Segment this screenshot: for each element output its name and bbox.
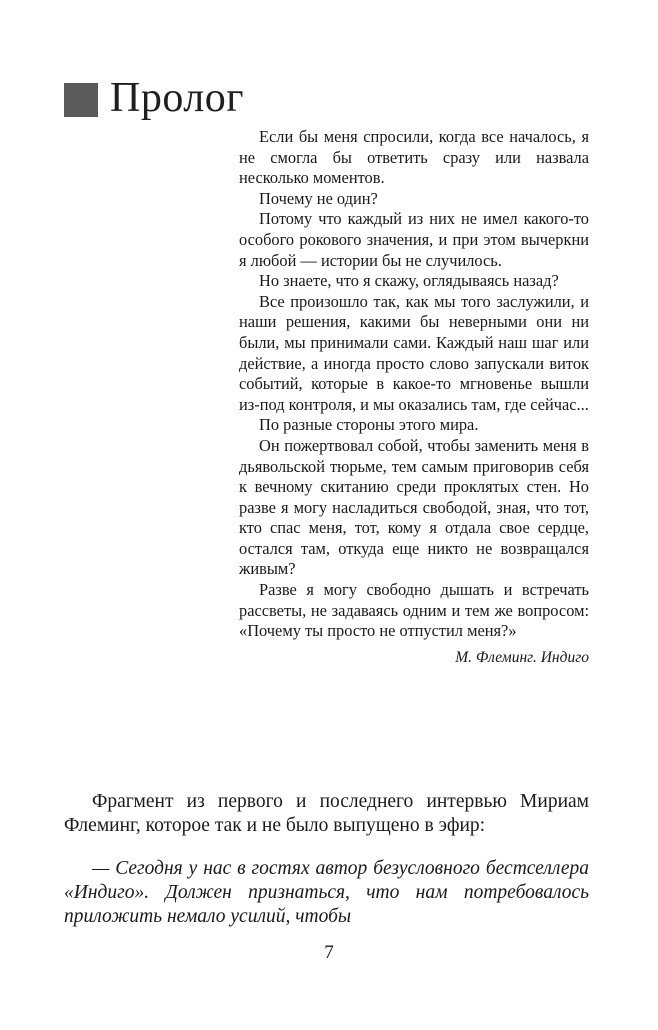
epigraph-attribution: М. Флеминг. Индиго — [455, 648, 589, 666]
chapter-title: Пролог — [110, 75, 244, 121]
epigraph-paragraph: Почему не один? — [259, 188, 378, 208]
chapter-square-marker — [64, 83, 98, 117]
epigraph-paragraph: Потому что каждый из них не имел какого-то особого рокового значения, и при этом вычеркни я любой — истории бы не случилось. — [239, 209, 589, 270]
epigraph-paragraph: Разве я могу свободно дышать и встречать рассветы, не задаваясь одним и тем же вопросом: «Почему ты просто не отпустил меня?» — [239, 580, 589, 641]
epigraph — [239, 127, 589, 668]
chapter-heading — [64, 74, 244, 122]
page-number: 7 — [324, 942, 334, 963]
fragment-intro: Фрагмент из первого и последнего интервью Мириам Флеминг, которое так и не было выпущено в эфир: — [64, 791, 589, 836]
epigraph-paragraph: Если бы меня спросили, когда все началось, я не смогла бы ответить сразу или назвала несколько моментов. — [239, 127, 589, 188]
interview-text: — Сегодня у нас в гостях автор безусловного бестселлера «Индиго». Должен признаться, что нам потребовалось приложить немало усилий, чтобы — [64, 858, 589, 927]
epigraph-paragraph: Но знаете, что я скажу, оглядываясь назад? — [259, 271, 559, 291]
epigraph-paragraph: Все произошло так, как мы того заслужили, и наши решения, какими бы неверными они ни были, мы принимали сами. Каждый наш шаг или действие, а иногда просто слово запускали виток событий, которые в какое-то мгновенье вышли из-под контроля, и мы оказались там, где сейчас... — [239, 291, 589, 414]
epigraph-paragraph: Он пожертвовал собой, чтобы заменить меня в дьявольской тюрьме, тем самым приговорив себя к вечному скитанию среди проклятых стен. Но разве я могу насладиться свободой, зная, что тот, кто спас меня, тот, кому я отдала свое сердце, остался там, откуда еще никто не возвращался живым? — [239, 435, 589, 579]
epigraph-paragraph: По разные стороны этого мира. — [259, 415, 479, 435]
